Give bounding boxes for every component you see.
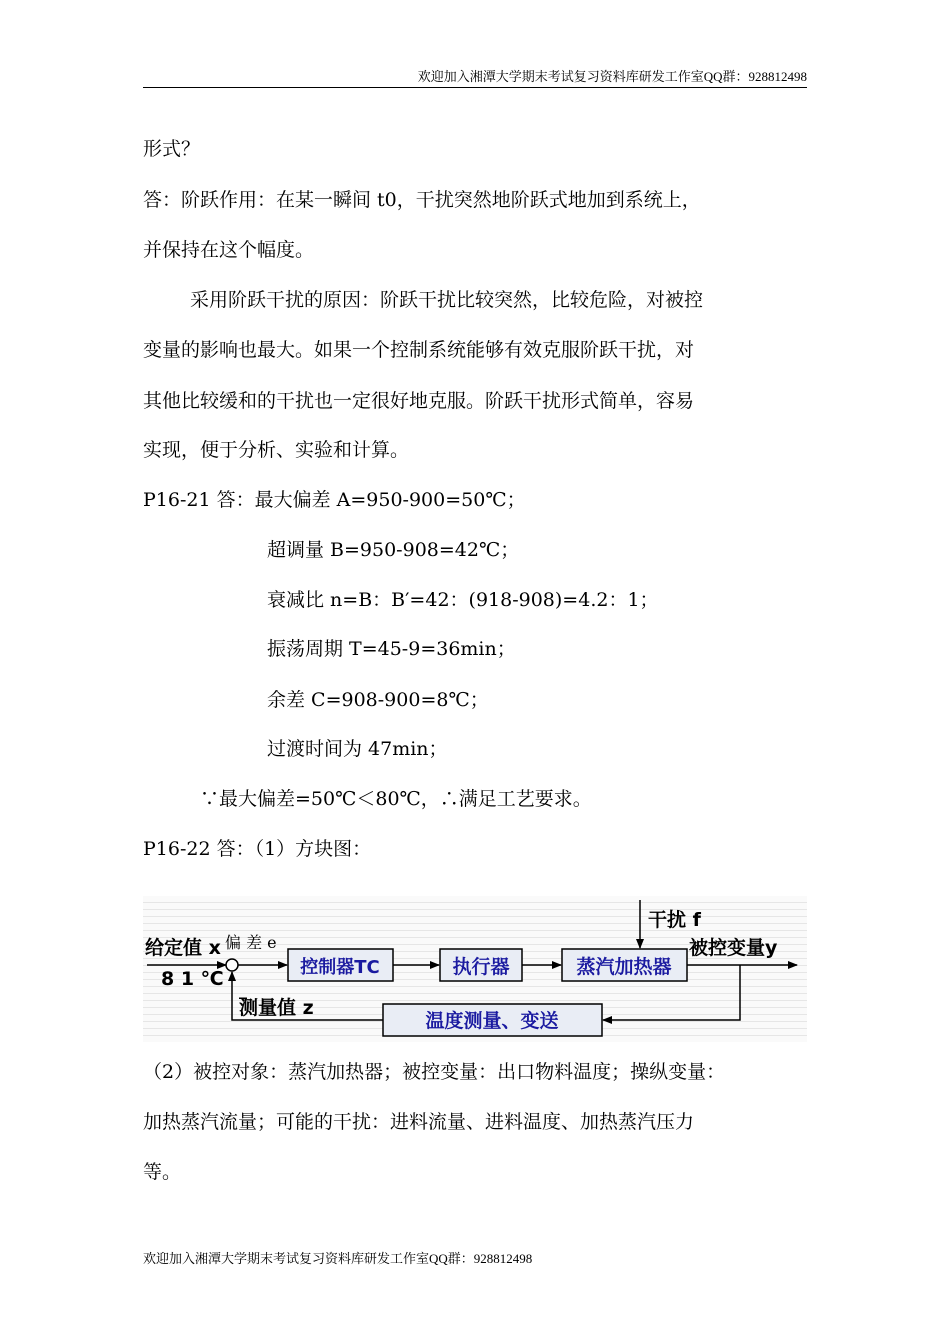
summing-junction: [226, 959, 238, 971]
text-line: 衰减比 n=B：B′=42：(918-908)=4.2：1；: [267, 589, 659, 611]
text-line: 加热蒸汽流量；可能的干扰：进料流量、进料温度、加热蒸汽压力: [143, 1111, 695, 1133]
text-line: 其他比较缓和的干扰也一定很好地克服。阶跃干扰形式简单，容易: [143, 390, 695, 412]
setpoint-value: 8 1 ℃: [161, 968, 224, 990]
text-line: ∵最大偏差=50℃＜80℃，∴满足工艺要求。: [200, 788, 592, 810]
page-header: 欢迎加入湘潭大学期末考试复习资料库研发工作室QQ群：928812498: [417, 69, 807, 84]
text-line: 等。: [143, 1161, 182, 1183]
text-line: P16-22 答：（1）方块图：: [143, 838, 372, 860]
process-label: 蒸汽加热器: [576, 956, 672, 978]
transmitter-label: 温度测量、变送: [425, 1010, 559, 1032]
text-line: 形式？: [143, 138, 201, 160]
actuator-label: 执行器: [452, 956, 510, 978]
page-footer: 欢迎加入湘潭大学期末考试复习资料库研发工作室QQ群：928812498: [143, 1251, 533, 1266]
text-line: 答：阶跃作用：在某一瞬间 t0，干扰突然地阶跃式地加到系统上，: [143, 189, 701, 211]
text-line: （2）被控对象：蒸汽加热器；被控变量：出口物料温度；操纵变量：: [143, 1061, 726, 1083]
text-line: 过渡时间为 47min；: [267, 738, 448, 760]
text-line: 并保持在这个幅度。: [143, 239, 315, 261]
output-label: 被控变量y: [689, 937, 778, 959]
text-line: 超调量 B=950-908=42℃；: [267, 539, 520, 561]
measured-label: 测量值 z: [239, 997, 314, 1019]
header-rule: [143, 87, 807, 88]
setpoint-label: 给定值 x: [145, 937, 221, 959]
block-diagram: [143, 896, 807, 1042]
text-line: 实现，便于分析、实验和计算。: [143, 439, 410, 461]
text-line: 采用阶跃干扰的原因：阶跃干扰比较突然，比较危险，对被控: [190, 289, 704, 311]
controller-label: 控制器TC: [300, 957, 380, 978]
minus-sign: _: [239, 980, 247, 999]
block-diagram-svg: [143, 896, 807, 1042]
text-line: P16-21 答：最大偏差 A=950-900=50℃；: [143, 489, 526, 511]
error-label: 偏 差 e: [225, 933, 277, 952]
disturbance-label: 干扰 f: [648, 909, 701, 931]
text-line: 余差 C=908-900=8℃；: [267, 689, 489, 711]
text-line: 振荡周期 T=45-9=36min；: [267, 638, 516, 660]
text-line: 变量的影响也最大。如果一个控制系统能够有效克服阶跃干扰，对: [143, 339, 695, 361]
